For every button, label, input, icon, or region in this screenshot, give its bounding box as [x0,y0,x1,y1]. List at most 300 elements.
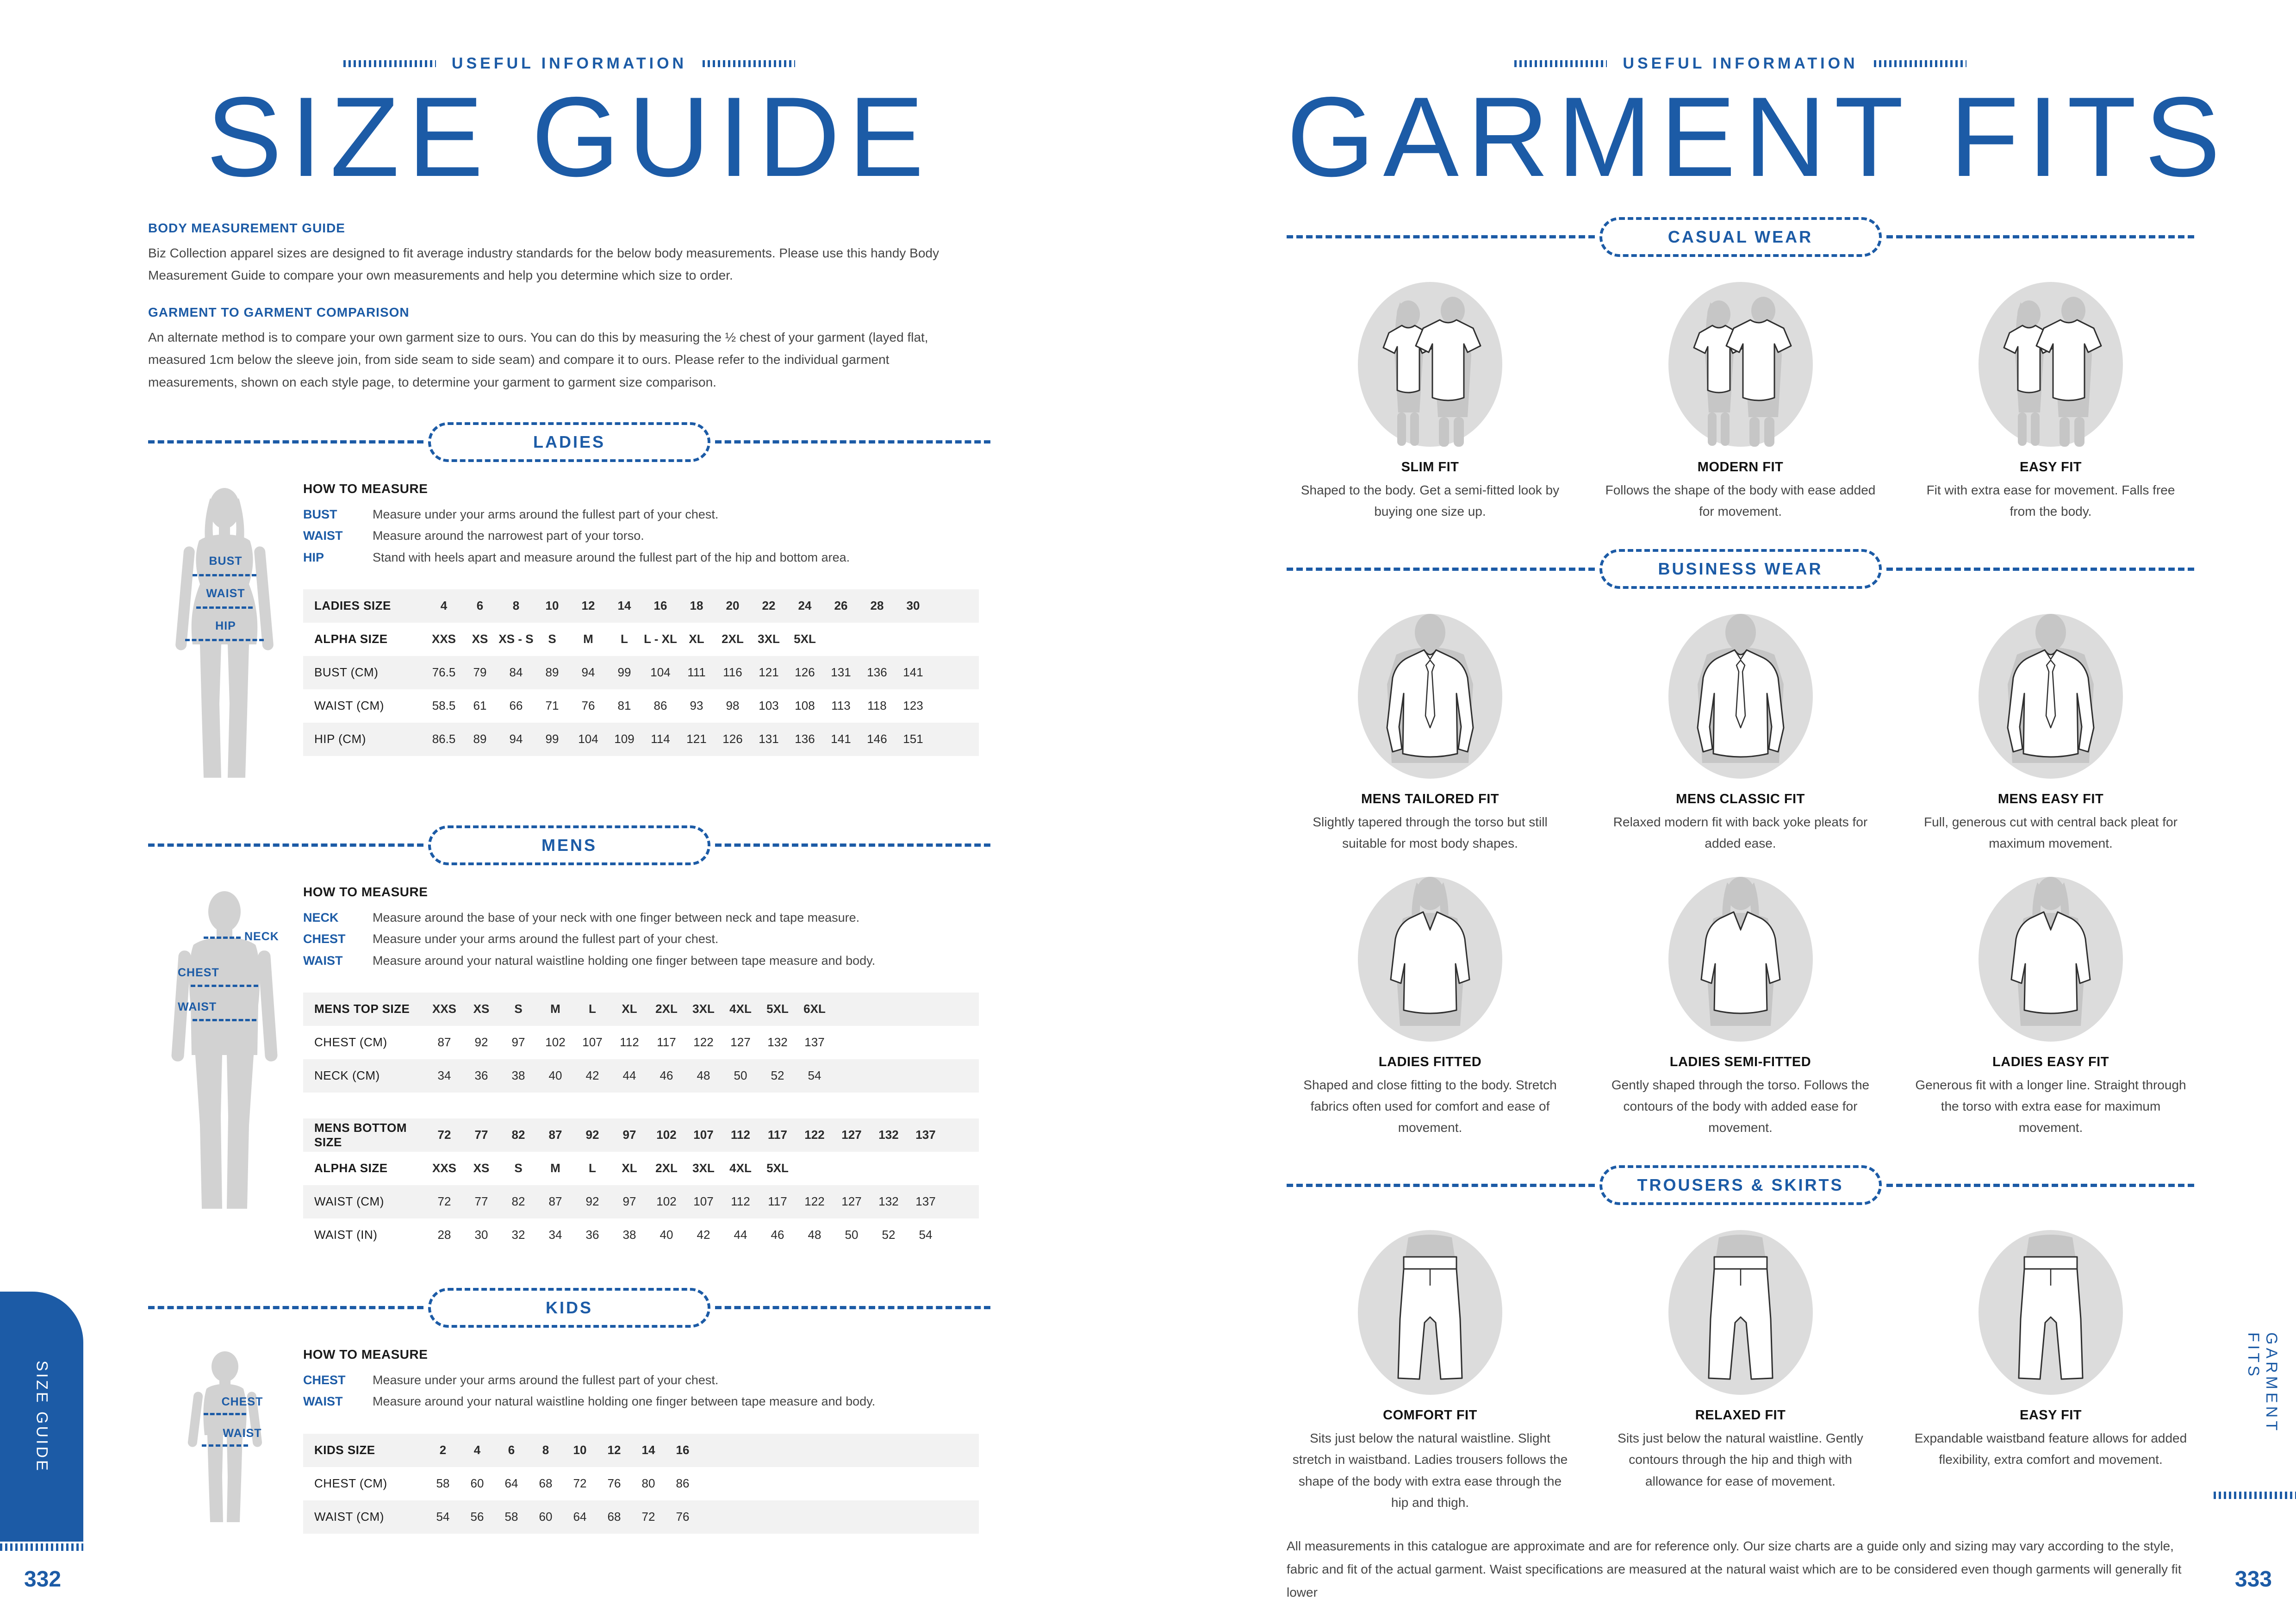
table-cell: 117 [657,1035,676,1049]
table-cell: 97 [622,1128,636,1142]
table-cell: 8 [542,1443,549,1457]
side-tab-label: SIZE GUIDE [33,1360,51,1473]
figure-label-waist: WAIST [206,587,245,600]
table-cell: 4 [440,599,448,613]
table-cell: 2XL [722,632,744,646]
tick-strip-icon [2214,1492,2296,1499]
garment-comparison-block [148,305,990,393]
kids-size-table [303,1434,979,1534]
table-cell: 126 [795,665,815,680]
table-cell: 118 [867,699,887,713]
table-cell: 117 [768,1128,787,1142]
disclaimer-paragraph: All measurements in this catalogue are approximate and are for reference only. Our size charts are a guide only and sizing may vary according to the style, fabric and fit of the actual garment. Waist specifications are measured at the natural waist which are to be considered even though garments will generally fit lower [1287,1538,2182,1599]
measure-description: Measure around the narrowest part of your torso. [373,529,644,543]
measure-row [303,928,990,949]
figure-label-chest: CHEST [178,966,219,979]
table-cell: 28 [437,1228,451,1242]
fit-name: MODERN FIT [1697,459,1784,475]
fit-card [1907,274,2194,522]
table-cell: 107 [693,1194,714,1209]
measure-list [303,504,990,568]
table-row [303,623,979,656]
table-cell: 94 [509,732,523,746]
table-cell: 50 [845,1228,859,1242]
table-cell: S [514,1002,523,1016]
table-cell: 76 [676,1510,690,1524]
table-row [303,589,979,623]
tick-strip-icon [343,60,436,67]
table-cell: 87 [437,1035,451,1049]
shirt-icon [1287,606,1574,781]
table-cell: 132 [878,1128,899,1142]
measure-description: Measure under your arms around the fullest part of your chest. [373,507,719,521]
figure-label-bust: BUST [209,554,243,568]
tee-icon [1597,274,1884,450]
table-cell: 82 [511,1128,525,1142]
table-cell: 127 [730,1035,751,1049]
body-measurement-guide-block [148,221,990,287]
measure-term: WAIST [303,953,343,968]
figure-label-waist: WAIST [178,1000,217,1013]
table-cell: 10 [573,1443,587,1457]
kicker-label: USEFUL INFORMATION [451,55,687,72]
table-row-label: MENS BOTTOM SIZE [314,1120,407,1149]
table-row [303,1500,979,1534]
table-cell: 4XL [729,1161,752,1175]
table-cell: XXS [432,1002,457,1016]
table-row-label: ALPHA SIZE [314,1161,388,1175]
section-header-mens [148,825,990,865]
table-cell: 32 [511,1228,525,1242]
table-cell: 30 [474,1228,488,1242]
table-cell: 6XL [803,1002,826,1016]
intro-paragraph: Biz Collection apparel sizes are designed to fit average industry standards for the below body measurements. Please use this handy Body Measurement Guide to compare your own measurements and help you determine which size to order. [148,245,939,283]
table-cell: 137 [915,1194,936,1209]
table-cell: 68 [607,1510,621,1524]
measure-row [303,525,990,546]
table-cell: 92 [585,1194,599,1209]
section-pill: TROUSERS & SKIRTS [1599,1165,1882,1205]
table-cell: 5XL [766,1161,789,1175]
intro-heading: GARMENT TO GARMENT COMPARISON [148,305,410,320]
table-cell: 87 [548,1194,562,1209]
fit-description: Generous fit with a longer line. Straight through the torso with extra ease for maximum movement. [1915,1077,2186,1135]
fit-name: COMFORT FIT [1383,1408,1477,1423]
page-title: GARMENT FITS [1287,73,2229,200]
section-pill: BUSINESS WEAR [1599,549,1882,589]
table-cell: 123 [903,699,923,713]
table-cell: 66 [509,699,523,713]
table-cell: M [550,1161,560,1175]
table-cell: 98 [726,699,740,713]
fit-description: Shaped to the body. Get a semi-fitted look by buying one size up. [1300,482,1560,519]
page-number-left: 332 [24,1567,62,1592]
measure-row [303,504,990,525]
section-header-casual-wear [1287,217,2194,257]
tick-strip-icon [0,1543,83,1551]
table-cell: 14 [617,599,631,613]
table-cell: 40 [660,1228,673,1242]
table-cell: 151 [903,732,923,746]
table-cell: 38 [622,1228,636,1242]
trousers-icon [1597,1222,1884,1398]
table-cell: XS [473,1002,490,1016]
measure-description: Measure around the base of your neck with one finger between neck and tape measure. [373,910,860,924]
table-cell: 116 [723,665,742,680]
fit-name: EASY FIT [2020,1408,2082,1423]
table-cell: 76.5 [432,665,456,680]
table-cell: 26 [834,599,848,613]
fit-description: Full, generous cut with central back pleat for maximum movement. [1924,815,2178,851]
table-row [303,689,979,723]
table-cell: 99 [617,665,631,680]
table-cell: 107 [582,1035,603,1049]
measure-description: Measure under your arms around the fullest part of your chest. [373,1373,719,1387]
table-cell: 72 [573,1476,587,1491]
table-row [303,656,979,689]
table-cell: 60 [539,1510,553,1524]
fit-description: Follows the shape of the body with ease added for movement. [1605,482,1876,519]
dashed-line-icon [193,1019,256,1021]
table-cell: 22 [762,599,776,613]
table-cell: S [548,632,556,646]
table-row-label: HIP (CM) [314,732,366,746]
fit-card [1287,1222,1574,1513]
fit-description: Sits just below the natural waistline. Gently contours through the hip and thigh with allowance for ease of movement. [1618,1431,1863,1488]
table-row [303,1185,979,1218]
measure-description: Stand with heels apart and measure around the fullest part of the hip and bottom area. [373,550,850,564]
table-cell: L [621,632,628,646]
table-cell: L - XL [644,632,677,646]
table-cell: 44 [734,1228,747,1242]
figure-label-waist: WAIST [223,1426,262,1440]
table-cell: 12 [607,1443,621,1457]
child-silhouette-icon [165,1347,303,1535]
table-cell: 112 [731,1194,750,1209]
table-cell: 16 [676,1443,690,1457]
measure-description: Measure around your natural waistline holding one finger between tape measure and body. [373,1394,876,1409]
table-cell: 54 [436,1510,450,1524]
table-cell: 36 [585,1228,599,1242]
table-cell: XXS [432,1161,457,1175]
table-cell: 141 [903,665,923,680]
table-row-label: WAIST (CM) [314,1194,384,1209]
table-cell: 58 [436,1476,450,1491]
table-cell: 92 [585,1128,599,1142]
ladies-content [303,481,990,789]
table-cell: 131 [759,732,779,746]
table-cell: 136 [867,665,887,680]
measure-term: BUST [303,507,337,521]
table-cell: 132 [878,1194,899,1209]
table-cell: XL [689,632,704,646]
section-header-ladies [148,422,990,462]
table-cell: 97 [511,1035,525,1049]
section-pill: KIDS [428,1288,710,1328]
ladies-section [148,481,990,789]
table-cell: 112 [731,1128,750,1142]
fit-name: LADIES FITTED [1378,1054,1482,1069]
fit-card [1287,274,1574,522]
business-ladies-fit-row [1287,868,2194,1139]
table-row [303,1434,979,1467]
how-to-measure-heading: HOW TO MEASURE [303,884,428,899]
table-cell: 104 [578,732,598,746]
tick-strip-icon [1874,60,1966,67]
table-cell: XS [472,632,488,646]
table-row-label: KIDS SIZE [314,1443,375,1457]
measure-row [303,950,990,971]
dashed-line-icon [193,574,256,576]
size-guide-side-tab [0,1292,83,1542]
measure-term: WAIST [303,529,343,543]
measure-row [303,907,990,928]
table-cell: 84 [509,665,523,680]
fit-name: SLIM FIT [1401,459,1459,475]
table-cell: 4 [473,1443,481,1457]
table-cell: 89 [473,732,487,746]
table-cell: 16 [653,599,667,613]
measure-row [303,1369,990,1391]
table-cell: 93 [690,699,703,713]
table-cell: 81 [617,699,631,713]
woman-silhouette-icon [148,481,303,789]
kicker [148,55,990,73]
table-cell: 136 [795,732,815,746]
fit-name: MENS TAILORED FIT [1361,792,1499,807]
measure-description: Measure under your arms around the fullest part of your chest. [373,932,719,946]
dashed-line-icon [204,937,241,939]
table-cell: 34 [437,1068,451,1083]
table-cell: 12 [581,599,595,613]
dashed-line-icon [196,606,253,609]
fit-name: LADIES SEMI-FITTED [1669,1054,1811,1069]
table-cell: 5XL [766,1002,789,1016]
table-cell: 6 [508,1443,515,1457]
table-cell: 127 [841,1194,862,1209]
table-cell: 2XL [655,1002,678,1016]
mens-figure [148,885,303,1252]
table-cell: 6 [476,599,484,613]
ladies-top-icon [1907,868,2194,1044]
table-cell: 82 [511,1194,525,1209]
table-cell: 56 [470,1510,484,1524]
table-row [303,1059,979,1093]
kids-section [148,1347,990,1535]
table-cell: 20 [726,599,740,613]
intro-heading: BODY MEASUREMENT GUIDE [148,220,345,235]
measure-term: NECK [303,910,339,924]
table-row-label: MENS TOP SIZE [314,1002,410,1016]
table-cell: 18 [690,599,703,613]
table-cell: 122 [804,1194,825,1209]
trousers-icon [1907,1222,2194,1398]
measure-list [303,907,990,971]
table-cell: 102 [545,1035,566,1049]
fit-name: MENS CLASSIC FIT [1676,792,1805,807]
table-cell: 141 [831,732,851,746]
table-cell: 137 [915,1128,936,1142]
fit-name: MENS EASY FIT [1997,792,2104,807]
mens-section [148,885,990,1252]
table-cell: 103 [759,699,779,713]
fit-card [1597,606,1884,854]
table-cell: 46 [660,1068,673,1083]
fit-description: Sits just below the natural waistline. Slight stretch in waistband. Ladies trousers follows the shape of the body with extra ease through the hip and thigh. [1292,1431,1568,1510]
garment-fits-page [1148,0,2296,1624]
section-pill: CASUAL WEAR [1599,217,1882,257]
table-cell: 64 [573,1510,587,1524]
table-cell: 44 [622,1068,636,1083]
table-cell: 108 [795,699,815,713]
table-cell: 137 [804,1035,825,1049]
fit-name: RELAXED FIT [1695,1408,1786,1423]
shirt-icon [1597,606,1884,781]
intro-paragraph: An alternate method is to compare your own garment size to ours. You can do this by measuring the ½ chest of your garment (layed flat, measured 1cm below the sleeve join, from side seam to side seam) and compare it to ours. Please refer to the individual garment measurements, shown on each style page, to determine your garment to garment size comparison. [148,330,928,389]
table-row-label: WAIST (CM) [314,699,384,713]
tick-strip-icon [703,60,795,67]
dashed-line-icon [202,1444,248,1447]
table-cell: 76 [607,1476,621,1491]
table-cell: 3XL [692,1161,715,1175]
table-cell: 94 [581,665,595,680]
tee-icon [1907,274,2194,450]
table-cell: 86 [653,699,667,713]
dashed-line-icon [191,985,258,987]
measure-term: WAIST [303,1394,343,1409]
table-cell: 5XL [794,632,816,646]
table-cell: 77 [474,1194,488,1209]
table-cell: 72 [437,1128,451,1142]
table-cell: 3XL [692,1002,715,1016]
figure-label-neck: NECK [244,930,279,943]
measure-term: CHEST [303,932,346,946]
table-cell: 86.5 [432,732,456,746]
table-row [303,1218,979,1252]
figure-label-chest: CHEST [221,1395,263,1408]
table-row-label: BUST (CM) [314,665,379,680]
fit-card [1907,868,2194,1139]
dashed-line-icon [204,1413,246,1415]
table-row [303,723,979,756]
table-cell: L [589,1002,596,1016]
measure-row [303,1391,990,1412]
table-cell: 102 [656,1194,677,1209]
table-cell: 72 [437,1194,451,1209]
fit-description: Slightly tapered through the torso but still suitable for most body shapes. [1313,815,1548,851]
table-cell: 71 [545,699,559,713]
table-cell: 89 [545,665,559,680]
table-cell: XS - S [498,632,534,646]
table-cell: 48 [697,1068,710,1083]
ladies-size-table [303,589,979,756]
table-row-label: CHEST (CM) [314,1476,387,1491]
table-cell: 28 [870,599,884,613]
table-row-label: WAIST (IN) [314,1228,378,1242]
fit-description: Expandable waistband feature allows for added flexibility, extra comfort and movement. [1914,1431,2187,1467]
kids-figure [148,1347,303,1535]
table-cell: M [583,632,593,646]
table-cell: 64 [504,1476,518,1491]
table-cell: 48 [808,1228,821,1242]
fit-description: Shaped and close fitting to the body. Stretch fabrics often used for comfort and ease of movement. [1303,1077,1557,1135]
table-cell: 121 [759,665,779,680]
table-cell: XL [622,1002,637,1016]
how-to-measure-heading: HOW TO MEASURE [303,481,428,496]
table-cell: 121 [686,732,707,746]
fit-card [1597,274,1884,522]
table-cell: XL [622,1161,637,1175]
fit-name: LADIES EASY FIT [1992,1054,2109,1069]
fit-card [1907,1222,2194,1513]
table-cell: 8 [512,599,520,613]
table-cell: 76 [581,699,595,713]
table-cell: 52 [882,1228,896,1242]
table-cell: 54 [808,1068,821,1083]
table-cell: 38 [511,1068,525,1083]
table-cell: 2 [439,1443,447,1457]
table-cell: 114 [651,732,670,746]
table-cell: 60 [470,1476,484,1491]
table-cell: 34 [548,1228,562,1242]
table-cell: 92 [474,1035,488,1049]
table-cell: 102 [656,1128,677,1142]
fit-card [1597,868,1884,1139]
table-row-label: CHEST (CM) [314,1035,387,1049]
table-cell: 113 [831,699,851,713]
table-cell: 97 [622,1194,636,1209]
table-cell: 58.5 [432,699,456,713]
kids-content [303,1347,990,1535]
table-cell: 122 [804,1128,825,1142]
table-row [303,1118,979,1152]
trousers-icon [1287,1222,1574,1398]
table-cell: 54 [919,1228,933,1242]
section-header-kids [148,1288,990,1328]
fit-description: Fit with extra ease for movement. Falls free from the body. [1926,482,2175,519]
table-cell: 79 [473,665,487,680]
ladies-top-icon [1597,868,1884,1044]
table-cell: 68 [539,1476,553,1491]
table-cell: 24 [798,599,812,613]
table-cell: XXS [431,632,456,646]
table-cell: S [514,1161,523,1175]
fit-card [1287,606,1574,854]
table-cell: 42 [697,1228,710,1242]
table-cell: 86 [676,1476,690,1491]
table-cell: 77 [474,1128,488,1142]
fit-description: Gently shaped through the torso. Follows the contours of the body with added ease for movement. [1611,1077,1870,1135]
table-cell: 146 [867,732,887,746]
table-cell: L [589,1161,596,1175]
garment-fits-side-label: GARMENT FITS [2245,1332,2280,1434]
section-pill: LADIES [428,422,710,462]
trousers-fit-row [1287,1222,2194,1513]
table-cell: 107 [693,1128,714,1142]
casual-fit-row [1287,274,2194,522]
figure-label-hip: HIP [215,619,236,632]
table-cell: 36 [474,1068,488,1083]
kicker-label: USEFUL INFORMATION [1623,55,1858,72]
mens-bottom-size-table [303,1118,979,1252]
man-silhouette-icon [148,885,303,1225]
mens-content [303,885,990,1252]
table-cell: 42 [585,1068,599,1083]
table-cell: 4XL [729,1002,752,1016]
how-to-measure-heading: HOW TO MEASURE [303,1347,428,1362]
measure-term: CHEST [303,1373,346,1387]
table-cell: XS [473,1161,490,1175]
